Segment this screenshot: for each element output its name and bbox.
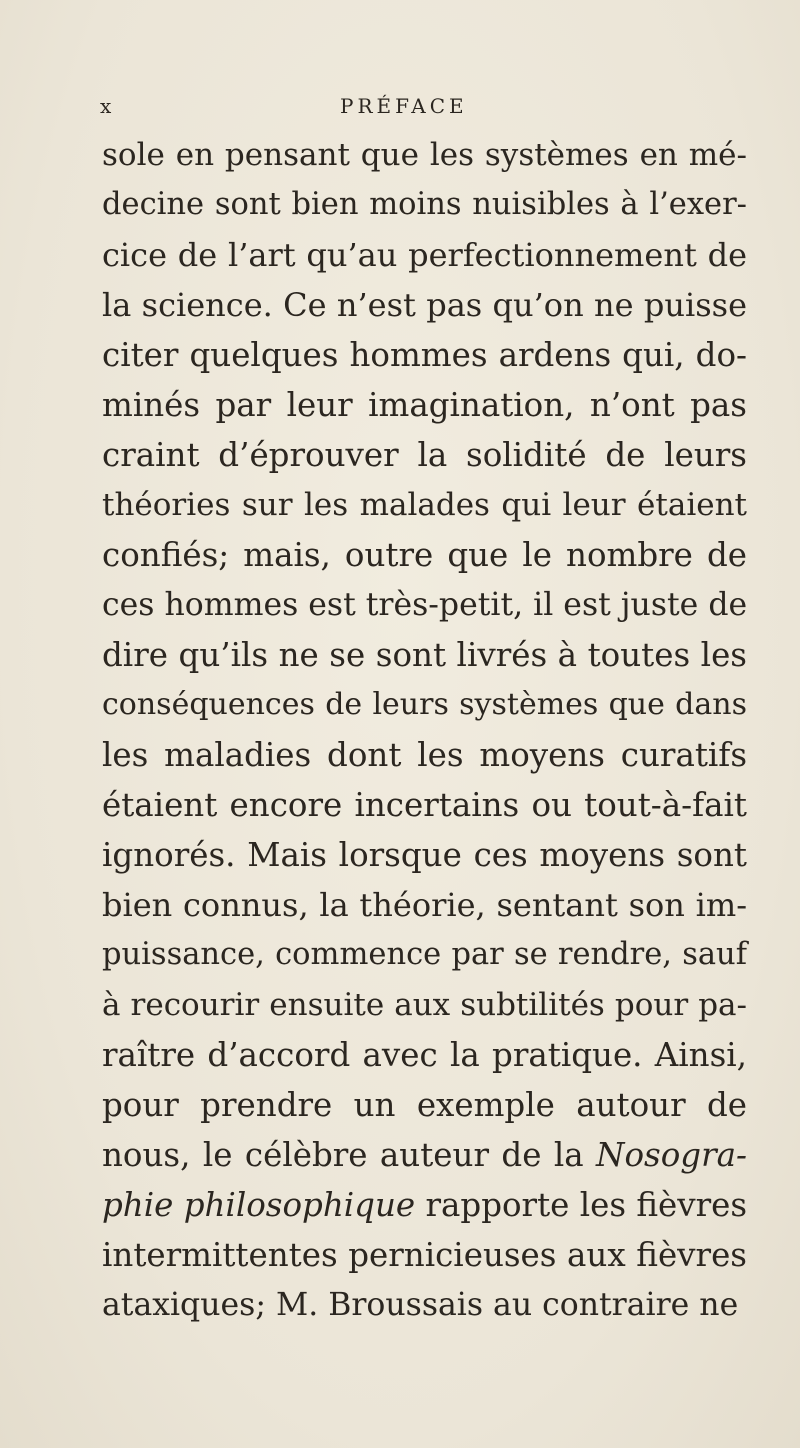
text-line: confiés; mais, outre que le nombre de <box>102 536 747 574</box>
text-line: les maladies dont les moyens curatifs <box>102 736 747 774</box>
running-head: PRÉFACE <box>340 94 468 118</box>
text-line-22 <box>102 1180 747 1230</box>
text-line: cice de l’art qu’au perfectionnement de <box>102 236 747 274</box>
text-line: ces hommes est très-petit, il est juste de <box>102 587 748 623</box>
text-line: sole en pensant que les systèmes en mé- <box>102 137 747 173</box>
text-line: la science. Ce n’est pas qu’on ne puisse <box>102 286 747 324</box>
text-line: ignorés. Mais lorsque ces moyens sont <box>102 836 747 874</box>
text-line: étaient encore incertains ou tout-à-fait <box>102 786 747 824</box>
text-line-21 <box>102 1130 747 1180</box>
text-line: à recourir ensuite aux subtilités pour pa- <box>102 987 747 1023</box>
italic-title-part: Nosogra- <box>596 1136 747 1174</box>
page-number: x <box>100 94 113 118</box>
text-line: bien connus, la théorie, sentant son im- <box>102 886 747 924</box>
text-line: puissance, commence par se rendre, sauf <box>102 937 747 972</box>
text-run: nous, le célèbre auteur de la <box>102 1136 597 1174</box>
text-line: théories sur les malades qui leur étaient <box>102 487 747 523</box>
text-line: citer quelques hommes ardens qui, do- <box>102 336 747 374</box>
text-line: intermittentes pernicieuses aux fièvres <box>102 1236 747 1274</box>
text-line-last: ataxiques; M. Broussais au contraire ne <box>102 1287 739 1323</box>
text-line: craint d’éprouver la solidité de leurs <box>102 436 747 474</box>
text-run: rapporte les fièvres <box>415 1186 748 1224</box>
page-header <box>0 94 800 124</box>
italic-title-part: phie philosophique <box>102 1186 416 1224</box>
text-line: minés par leur imagination, n’ont pas <box>102 386 747 424</box>
body-text <box>102 130 747 1330</box>
text-line: pour prendre un exemple autour de <box>102 1086 747 1124</box>
text-line: dire qu’ils ne se sont livrés à toutes les <box>102 636 747 674</box>
text-line: conséquences de leurs systèmes que dans <box>102 687 747 722</box>
text-line: raître d’accord avec la pratique. Ainsi, <box>102 1036 747 1074</box>
text-line: decine sont bien moins nuisibles à l’exer- <box>102 187 747 222</box>
